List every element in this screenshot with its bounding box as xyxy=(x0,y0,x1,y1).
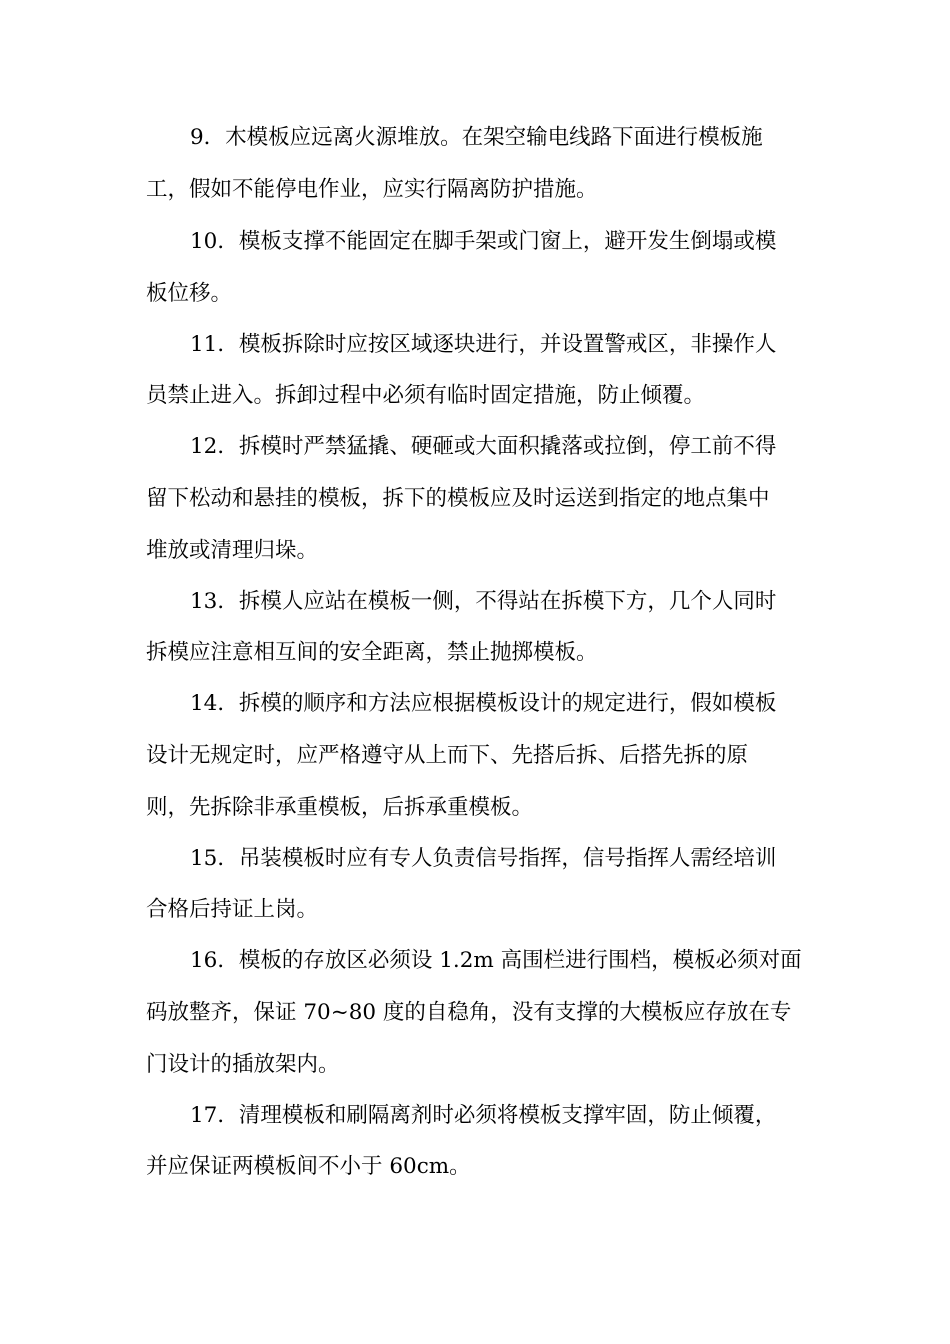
item-10-line-1: 10．模板支撑不能固定在脚手架或门窗上，避开发生倒塌或模 xyxy=(190,229,777,254)
item-9-line-1: 9．木模板应远离火源堆放。在架空输电线路下面进行模板施 xyxy=(190,125,763,150)
item-11-line-2: 员禁止进入。拆卸过程中必须有临时固定措施，防止倾覆。 xyxy=(146,383,706,408)
item-15-line-1: 15．吊装模板时应有专人负责信号指挥，信号指挥人需经培训 xyxy=(190,846,777,871)
item-16-line-3: 门设计的插放架内。 xyxy=(146,1052,340,1077)
item-14-line-1: 14．拆模的顺序和方法应根据模板设计的规定进行，假如模板 xyxy=(190,691,777,716)
item-12-line-1: 12．拆模时严禁猛撬、硬砸或大面积撬落或拉倒，停工前不得 xyxy=(190,434,777,459)
item-12-line-2: 留下松动和悬挂的模板，拆下的模板应及时运送到指定的地点集中 xyxy=(146,486,770,511)
item-17-line-2: 并应保证两模板间不小于 60cm。 xyxy=(146,1154,471,1179)
item-14-line-2: 设计无规定时，应严格遵守从上而下、先搭后拆、后搭先拆的原 xyxy=(146,743,749,768)
item-14-line-3: 则，先拆除非承重模板，后拆承重模板。 xyxy=(146,795,534,820)
item-9-line-2: 工，假如不能停电作业，应实行隔离防护措施。 xyxy=(146,177,598,202)
item-13-line-1: 13．拆模人应站在模板一侧，不得站在拆模下方，几个人同时 xyxy=(190,589,777,614)
item-16-line-2: 码放整齐，保证 70~80 度的自稳角，没有支撑的大模板应存放在专 xyxy=(146,1000,792,1025)
item-17-line-1: 17．清理模板和刷隔离剂时必须将模板支撑牢固，防止倾覆， xyxy=(190,1103,777,1128)
item-13-line-2: 拆模应注意相互间的安全距离，禁止抛掷模板。 xyxy=(146,640,598,665)
item-11-line-1: 11．模板拆除时应按区域逐块进行，并设置警戒区，非操作人 xyxy=(190,332,777,357)
item-12-line-3: 堆放或清理归垛。 xyxy=(146,538,319,563)
item-10-line-2: 板位移。 xyxy=(146,281,233,306)
item-16-line-1: 16．模板的存放区必须设 1.2m 高围栏进行围档，模板必须对面 xyxy=(190,948,802,973)
item-15-line-2: 合格后持证上岗。 xyxy=(146,897,319,922)
